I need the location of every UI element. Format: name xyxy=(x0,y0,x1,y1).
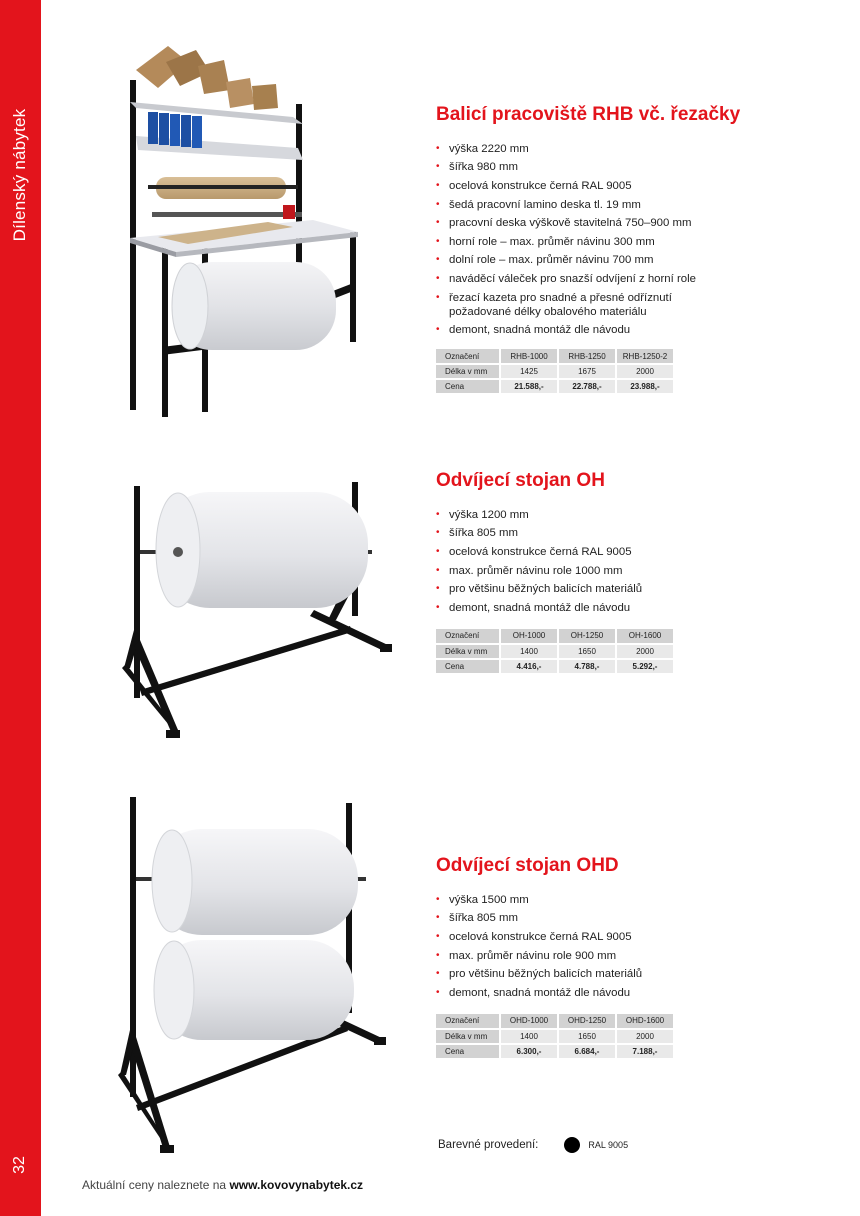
spec-item: • ocelová konstrukce černá RAL 9005 xyxy=(436,545,736,559)
spec-item: • demont, snadná montáž dle návodu xyxy=(436,986,736,1000)
spec-item: • výška 2220 mm xyxy=(436,142,736,156)
color-legend xyxy=(438,1137,628,1153)
table-row xyxy=(436,349,674,364)
price-table xyxy=(436,1014,675,1060)
table-cell: 1425 xyxy=(500,364,558,379)
table-cell: OH-1000 xyxy=(500,629,558,644)
product-title: Odvíjecí stojan OHD xyxy=(436,855,619,876)
table-cell: OH-1600 xyxy=(616,629,674,644)
product-title: Odvíjecí stojan OH xyxy=(436,470,605,491)
spec-item: • ocelová konstrukce černá RAL 9005 xyxy=(436,930,736,944)
spec-list xyxy=(436,508,736,615)
price-cell: 21.588,- xyxy=(500,379,558,394)
spec-item: • horní role – max. průměr návinu 300 mm xyxy=(436,235,736,249)
spec-item: • šířka 805 mm xyxy=(436,911,736,925)
spec-list xyxy=(436,893,736,1000)
ohd-stand-image xyxy=(108,775,398,1160)
table-cell: Délka v mm xyxy=(436,644,500,659)
table-row xyxy=(436,1029,674,1044)
spec-item: • řezací kazeta pro snadné a přesné odříznutí požadované délky obalového materiálu xyxy=(436,291,736,319)
spec-item: • ocelová konstrukce černá RAL 9005 xyxy=(436,179,736,193)
page-number: 32 xyxy=(11,1156,28,1174)
spec-item: • demont, snadná montáž dle návodu xyxy=(436,323,736,337)
spec-item: • pracovní deska výškově stavitelná 750–900 mm xyxy=(436,216,736,230)
price-cell: 4.416,- xyxy=(500,659,558,674)
spec-item: • dolní role – max. průměr návinu 700 mm xyxy=(436,253,736,267)
table-cell: 1400 xyxy=(500,1029,558,1044)
footer-text: Aktuální ceny naleznete na xyxy=(82,1178,230,1192)
spec-list xyxy=(436,142,736,337)
product-rhb xyxy=(436,104,741,395)
footer xyxy=(82,1178,363,1192)
spec-item: • max. průměr návinu role 1000 mm xyxy=(436,564,736,578)
spec-item: • výška 1500 mm xyxy=(436,893,736,907)
sidebar xyxy=(0,0,41,1216)
footer-link[interactable]: www.kovovynabytek.cz xyxy=(229,1178,364,1192)
price-table xyxy=(436,629,675,675)
table-cell: Délka v mm xyxy=(436,364,500,379)
table-cell: OH-1250 xyxy=(558,629,616,644)
table-cell: OHD-1600 xyxy=(616,1014,674,1029)
spec-item: • demont, snadná montáž dle návodu xyxy=(436,601,736,615)
table-row xyxy=(436,659,674,674)
spec-item: • šířka 980 mm xyxy=(436,160,736,174)
color-legend-label: Barevné provedení: xyxy=(438,1139,539,1151)
table-cell: Označení xyxy=(436,349,500,364)
price-cell: 23.988,- xyxy=(616,379,674,394)
spec-item: • pro většinu běžných balicích materiálů xyxy=(436,967,736,981)
table-cell: 1675 xyxy=(558,364,616,379)
table-row xyxy=(436,1044,674,1059)
table-row xyxy=(436,644,674,659)
table-cell: Cena xyxy=(436,379,500,394)
table-cell: Cena xyxy=(436,659,500,674)
spec-item: • pro většinu běžných balicích materiálů xyxy=(436,582,736,596)
table-cell: RHB-1250 xyxy=(558,349,616,364)
price-cell: 6.684,- xyxy=(558,1044,616,1059)
table-cell: OHD-1250 xyxy=(558,1014,616,1029)
table-cell: Délka v mm xyxy=(436,1029,500,1044)
workstation-image xyxy=(118,42,368,422)
price-table xyxy=(436,349,675,395)
price-cell: 4.788,- xyxy=(558,659,616,674)
table-cell: 1400 xyxy=(500,644,558,659)
spec-item: • šedá pracovní lamino deska tl. 19 mm xyxy=(436,198,736,212)
table-cell: 2000 xyxy=(616,1029,674,1044)
color-swatch-icon xyxy=(564,1137,580,1153)
table-cell: 1650 xyxy=(558,1029,616,1044)
table-cell: RHB-1250-2 xyxy=(616,349,674,364)
table-cell: 2000 xyxy=(616,644,674,659)
table-cell: OHD-1000 xyxy=(500,1014,558,1029)
table-row xyxy=(436,629,674,644)
price-cell: 7.188,- xyxy=(616,1044,674,1059)
price-cell: 5.292,- xyxy=(616,659,674,674)
price-cell: 6.300,- xyxy=(500,1044,558,1059)
color-code: RAL 9005 xyxy=(588,1140,629,1150)
table-cell: Cena xyxy=(436,1044,500,1059)
product-ohd xyxy=(436,855,736,1060)
table-cell: RHB-1000 xyxy=(500,349,558,364)
section-title: Dílenský nábytek xyxy=(10,108,29,242)
price-cell: 22.788,- xyxy=(558,379,616,394)
spec-item: • naváděcí váleček pro snazší odvíjení z horní role xyxy=(436,272,736,286)
table-row xyxy=(436,1014,674,1029)
table-row xyxy=(436,379,674,394)
table-cell: Označení xyxy=(436,1014,500,1029)
table-cell: 1650 xyxy=(558,644,616,659)
oh-stand-image xyxy=(118,480,398,745)
spec-item: • šířka 805 mm xyxy=(436,526,736,540)
spec-item: • výška 1200 mm xyxy=(436,508,736,522)
table-cell: 2000 xyxy=(616,364,674,379)
spec-item: • max. průměr návinu role 900 mm xyxy=(436,949,736,963)
product-title: Balicí pracoviště RHB vč. řezačky xyxy=(436,104,741,125)
product-oh xyxy=(436,470,736,675)
table-row xyxy=(436,364,674,379)
table-cell: Označení xyxy=(436,629,500,644)
